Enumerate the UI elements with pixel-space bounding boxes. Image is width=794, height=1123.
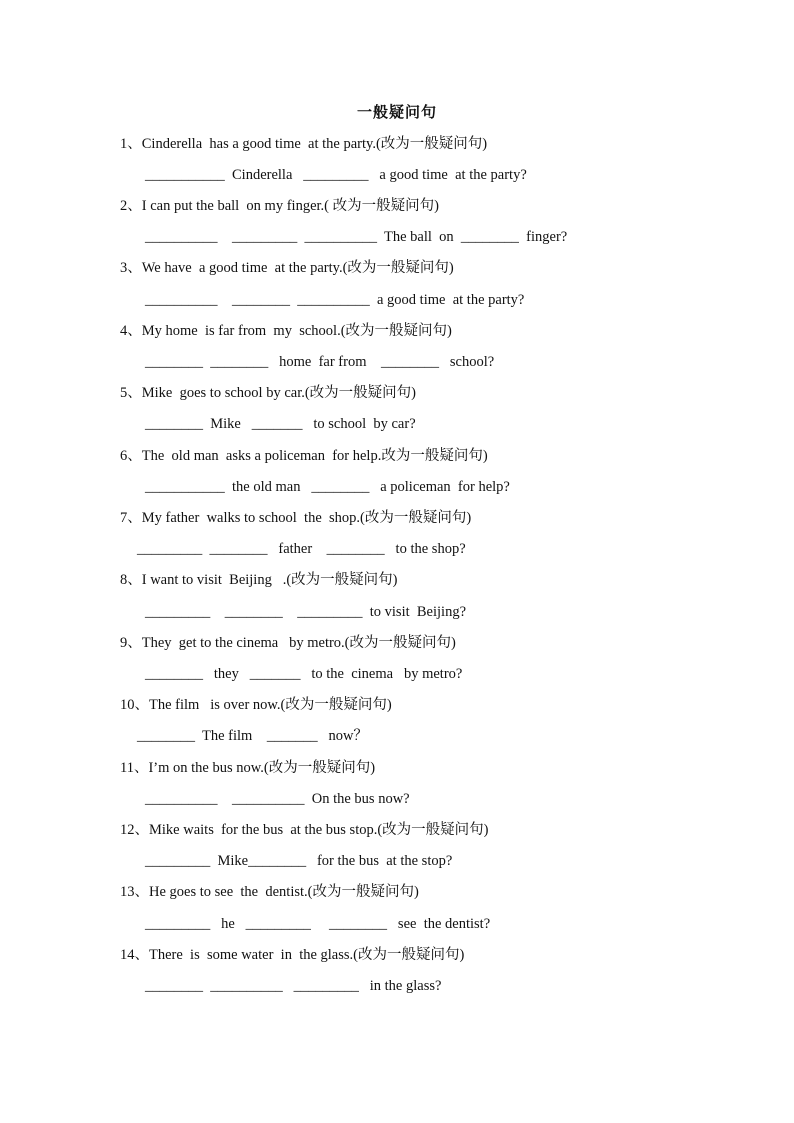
question-8-answer-line: _________ ________ _________ to visit Beijing? — [145, 604, 467, 620]
question-7-prompt: 7、My father walks to school the shop.(改为一般疑问句) — [120, 510, 472, 526]
question-4-answer-line: ________ ________ home far from ________ school? — [145, 354, 495, 370]
question-9-prompt: 9、They get to the cinema by metro.(改为一般疑问句) — [120, 635, 456, 651]
question-7-answer-line: _________ ________ father ________ to the shop? — [137, 541, 466, 557]
question-13-answer-line: _________ he _________ ________ see the dentist? — [145, 916, 491, 932]
page-title: 一般疑问句 — [356, 103, 437, 121]
question-9-answer-line: ________ they _______ to the cinema by metro? — [145, 666, 463, 682]
question-13-prompt: 13、He goes to see the dentist.(改为一般疑问句) — [120, 884, 419, 900]
question-10-answer-line: ________ The film _______ now？ — [137, 728, 368, 744]
question-14-answer-line: ________ __________ _________ in the glass? — [145, 978, 442, 994]
question-12-answer-line: _________ Mike________ for the bus at the stop? — [145, 853, 453, 869]
question-6-answer-line: ___________ the old man ________ a policeman for help? — [145, 479, 510, 495]
question-3-answer-line: __________ ________ __________ a good time at the party? — [145, 292, 525, 308]
question-11-prompt: 11、I’m on the bus now.(改为一般疑问句) — [120, 760, 376, 776]
question-2-prompt: 2、I can put the ball on my finger.( 改为一般疑问句) — [120, 198, 439, 214]
question-12-prompt: 12、Mike waits for the bus at the bus stop.(改为一般疑问句) — [120, 822, 489, 838]
question-3-prompt: 3、We have a good time at the party.(改为一般疑问句) — [120, 260, 454, 276]
question-5-answer-line: ________ Mike _______ to school by car? — [145, 416, 416, 432]
question-6-prompt: 6、The old man asks a policeman for help.改为一般疑问句) — [120, 448, 488, 464]
question-1-answer-line: ___________ Cinderella _________ a good time at the party? — [145, 167, 527, 183]
question-10-prompt: 10、The film is over now.(改为一般疑问句) — [120, 697, 392, 713]
question-2-answer-line: __________ _________ __________ The ball on ________ finger? — [145, 229, 568, 245]
question-8-prompt: 8、I want to visit Beijing .(改为一般疑问句) — [120, 572, 398, 588]
question-5-prompt: 5、Mike goes to school by car.(改为一般疑问句) — [120, 385, 417, 401]
question-4-prompt: 4、My home is far from my school.(改为一般疑问句) — [120, 323, 452, 339]
question-11-answer-line: __________ __________ On the bus now? — [145, 791, 410, 807]
question-14-prompt: 14、There is some water in the glass.(改为一般疑问句) — [120, 947, 465, 963]
question-1-prompt: 1、Cinderella has a good time at the party.(改为一般疑问句) — [120, 136, 488, 152]
